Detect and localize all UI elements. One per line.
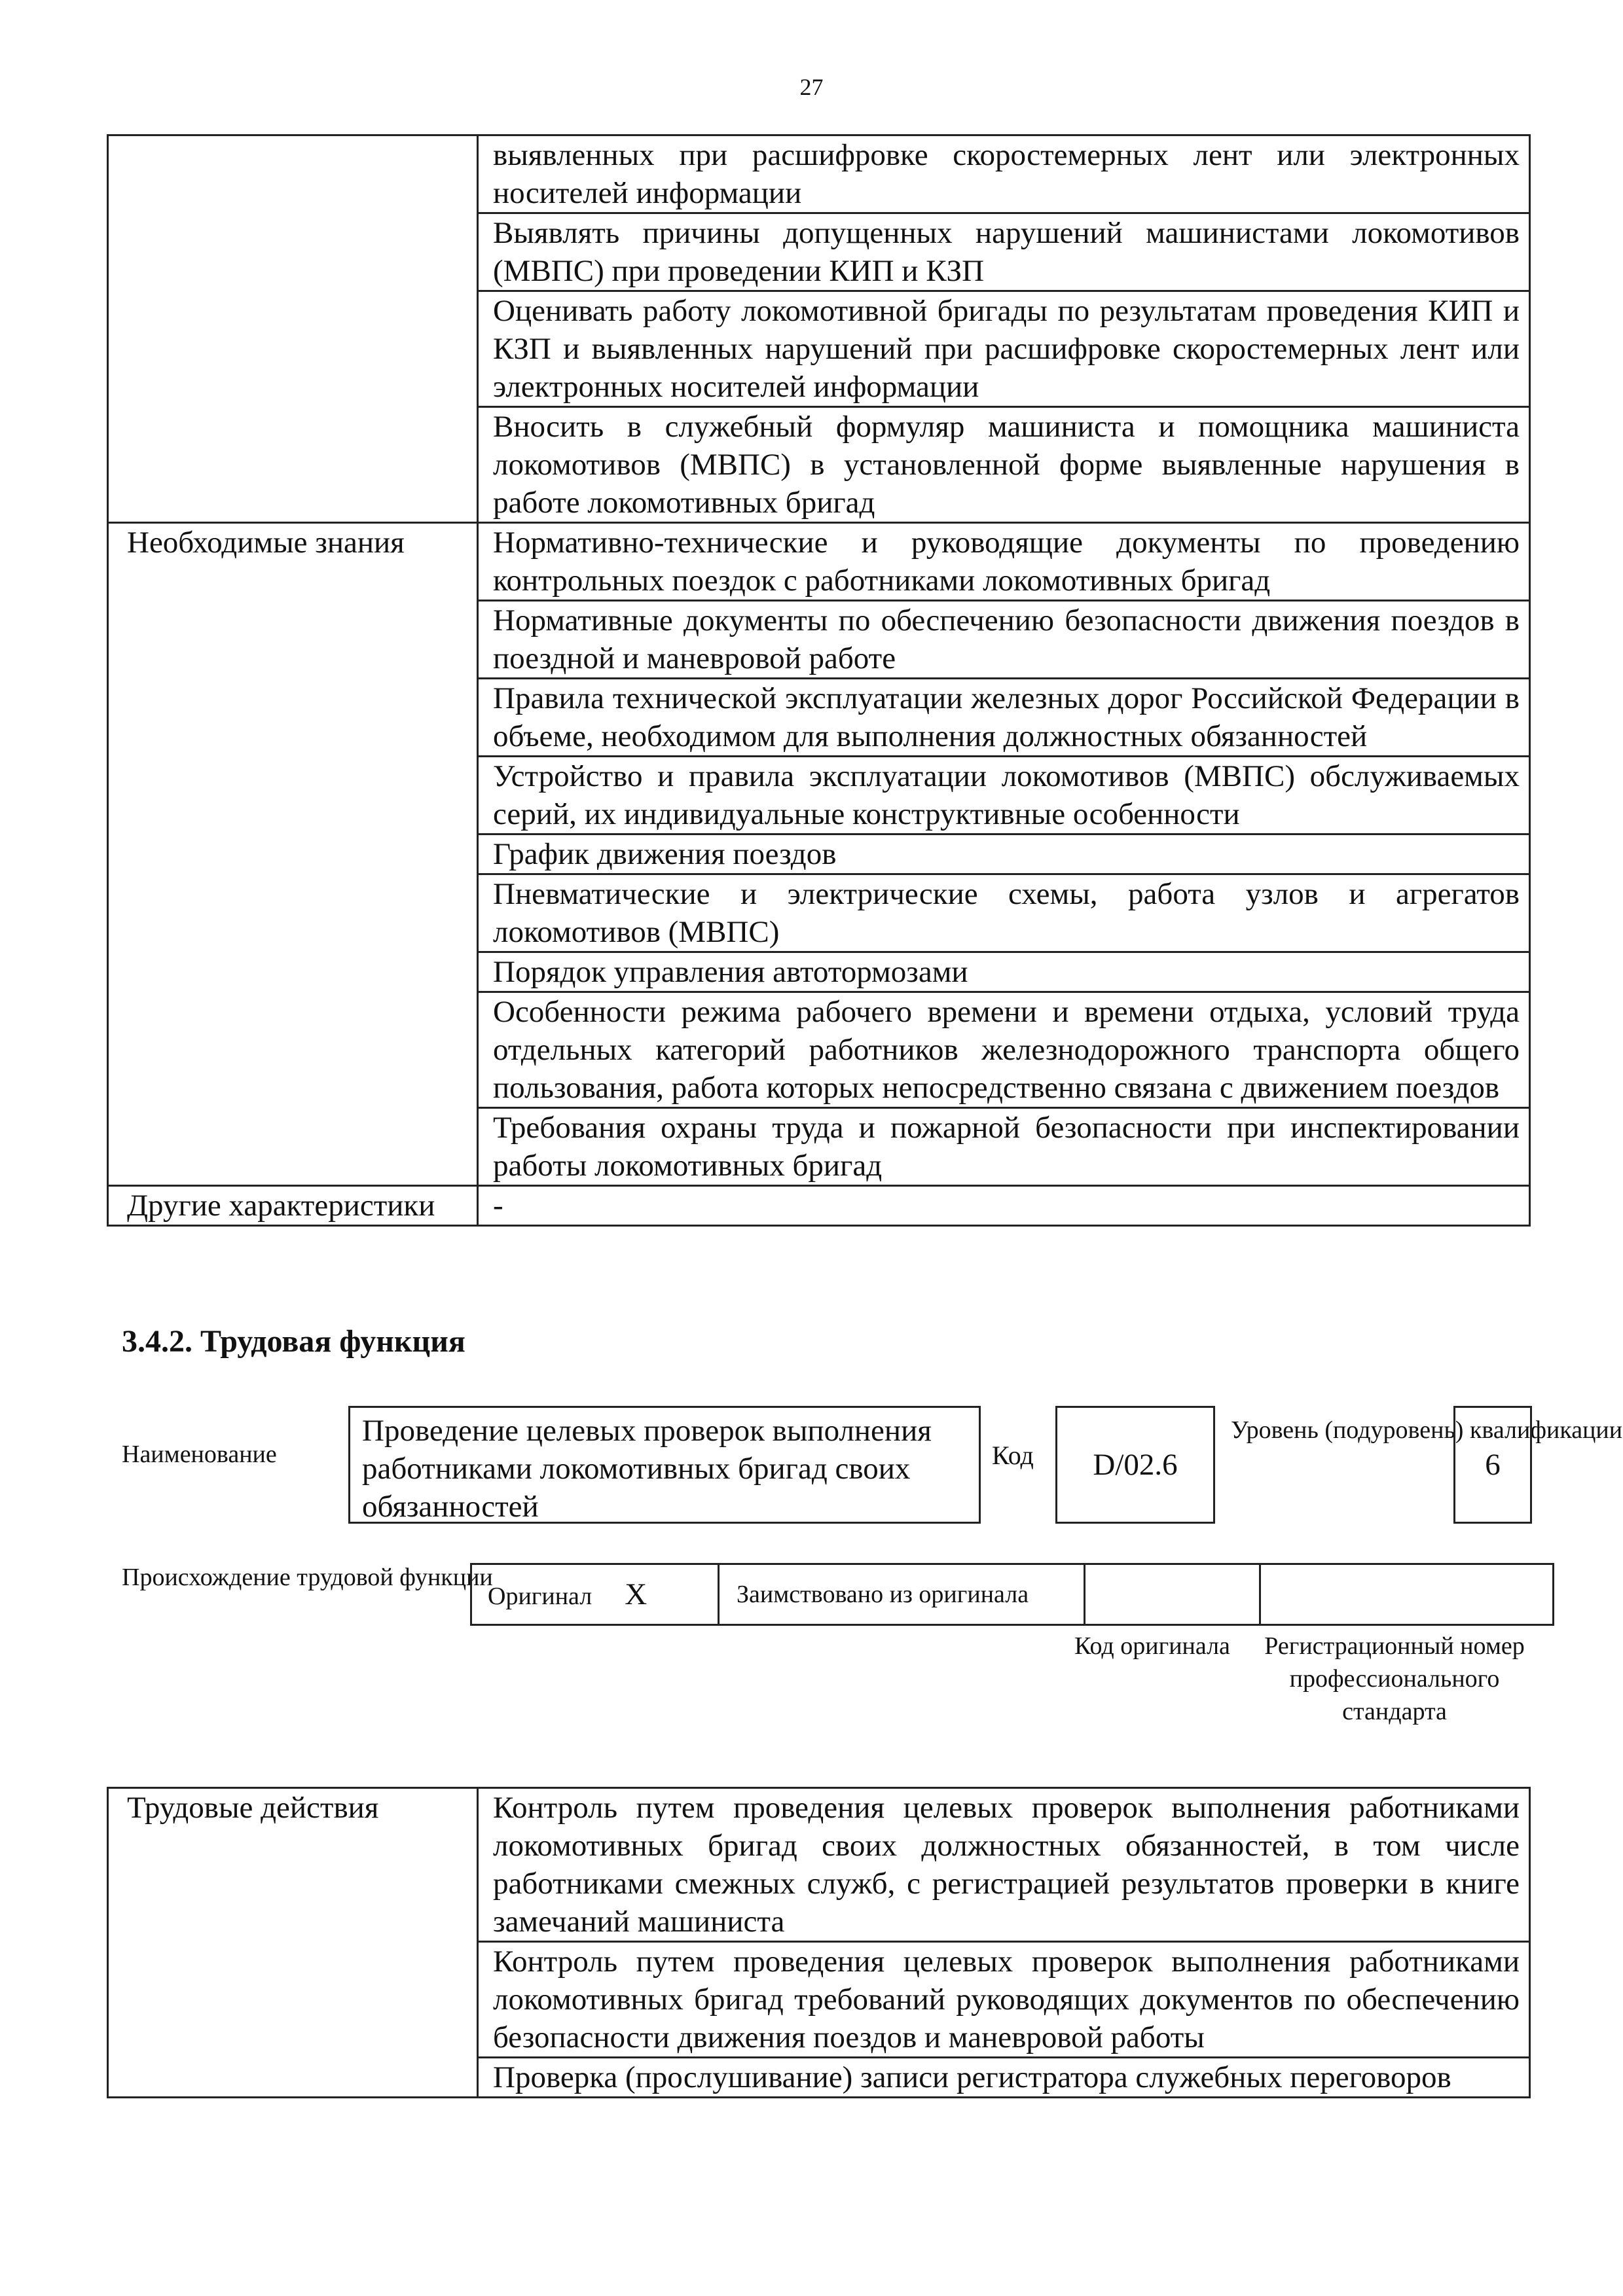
table-row [471, 1564, 1554, 1625]
knowledge-label: Необходимые знания [108, 523, 478, 1186]
caption-registration-number: Регистрационный номер профессионального стандарта [1264, 1632, 1525, 1725]
table-cell: Нормативно-технические и руководящие документы по проведению контрольных поездок с работниками локомотивных бригад [478, 523, 1530, 601]
origin-table [470, 1563, 1554, 1626]
table-cell: Особенности режима рабочего времени и времени отдыха, условий труда отдельных категорий работников железнодорожного транспорта общего пользования, работа которых непосредственно связана с движением поездов [478, 992, 1530, 1108]
original-cell [471, 1564, 719, 1625]
table-row [108, 523, 1530, 601]
labor-actions-table [107, 1787, 1531, 2098]
registration-number-cell [1260, 1564, 1554, 1625]
skills-label-cell [108, 135, 478, 523]
original-label: Оригинал [488, 1583, 593, 1610]
table-row [108, 135, 1530, 213]
borrowed-label: Заимствовано из оригинала [719, 1564, 1085, 1625]
labor-actions-label: Трудовые действия [108, 1788, 478, 2098]
table-cell: Нормативные документы по обеспечению безопасности движения поездов в поездной и маневровой работе [478, 601, 1530, 679]
skills-knowledge-table [107, 134, 1531, 1227]
function-code-box: D/02.6 [1055, 1406, 1215, 1524]
other-characteristics-value: - [478, 1186, 1530, 1226]
function-name-box: Проведение целевых проверок выполнения работниками локомотивных бригад своих обязанностей [348, 1406, 981, 1524]
table-cell: Порядок управления автотормозами [478, 952, 1530, 992]
code-label: Код [992, 1441, 1034, 1470]
page-number: 27 [799, 74, 824, 100]
original-code-cell [1085, 1564, 1260, 1625]
table-cell: Правила технической эксплуатации железных дорог Российской Федерации в объеме, необходимом для выполнения должностных обязанностей [478, 679, 1530, 757]
table-cell: Проверка (прослушивание) записи регистратора служебных переговоров [478, 2058, 1530, 2098]
table-row [108, 1788, 1530, 1942]
original-mark: X [625, 1577, 647, 1611]
table-cell: Оценивать работу локомотивной бригады по результатам проведения КИП и КЗП и выявленных нарушений при расшифровке скоростемерных лент или электронных носителей информации [478, 291, 1530, 407]
function-level-box: 6 [1453, 1406, 1532, 1524]
table-cell: Устройство и правила эксплуатации локомотивов (МВПС) обслуживаемых серий, их индивидуальные конструктивные особенности [478, 757, 1530, 834]
table-cell: Контроль путем проведения целевых проверок выполнения работниками локомотивных бригад своих должностных обязанностей, в том числе работниками смежных служб, с регистрацией результатов проверки в книге замечаний машиниста [478, 1788, 1530, 1942]
table-cell: выявленных при расшифровке скоростемерных лент или электронных носителей информации [478, 135, 1530, 213]
table-cell: Требования охраны труда и пожарной безопасности при инспектировании работы локомотивных бригад [478, 1108, 1530, 1186]
level-label: Уровень (подуровень) квалификации [1231, 1416, 1623, 1444]
name-label: Наименование [122, 1441, 277, 1468]
table-cell: Контроль путем проведения целевых проверок выполнения работниками локомотивных бригад требований руководящих документов по обеспечению безопасности движения поездов и маневровой работы [478, 1942, 1530, 2058]
origin-label: Происхождение трудовой функции [122, 1564, 493, 1591]
table-cell: Пневматические и электрические схемы, работа узлов и агрегатов локомотивов (МВПС) [478, 874, 1530, 952]
table-row [108, 1186, 1530, 1226]
table-cell: Вносить в служебный формуляр машиниста и помощника машиниста локомотивов (МВПС) в установленной форме выявленные нарушения в работе локомотивных бригад [478, 407, 1530, 523]
caption-original-code: Код оригинала [1074, 1632, 1230, 1660]
section-heading: 3.4.2. Трудовая функция [122, 1324, 465, 1359]
other-characteristics-label: Другие характеристики [108, 1186, 478, 1226]
table-cell: График движения поездов [478, 834, 1530, 874]
table-cell: Выявлять причины допущенных нарушений машинистами локомотивов (МВПС) при проведении КИП и КЗП [478, 213, 1530, 291]
